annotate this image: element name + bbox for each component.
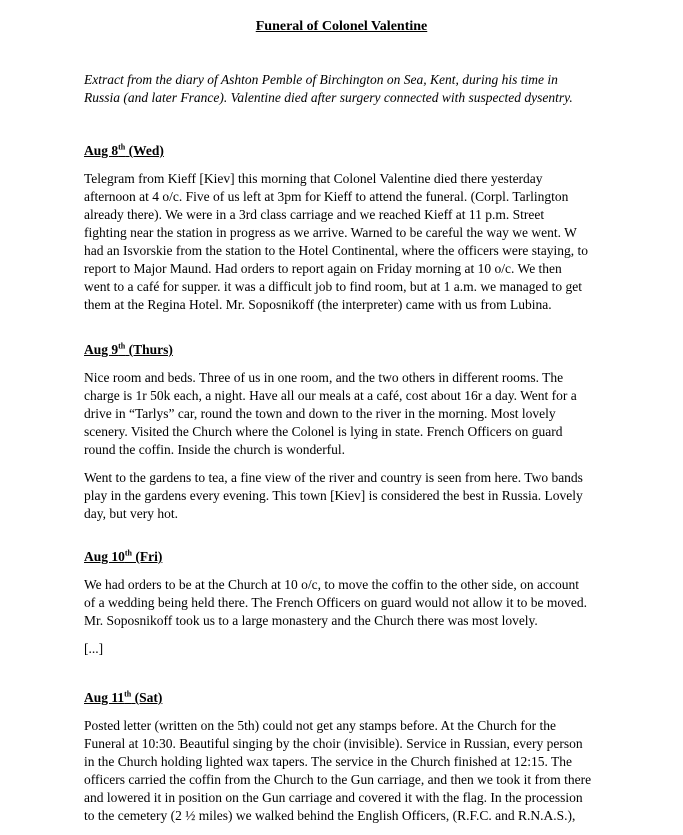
text-line: afternoon at 4 o/c. Five of us left at 3pm for Kieff to attend the funeral. (Corpl. Tarlington: [84, 189, 569, 204]
text-line: and lowered it in position on the Gun carriage and covered it with the flag. In the procession: [84, 790, 583, 805]
text-line: We had orders to be at the Church at 10 o/c, to move the coffin to the other side, on account: [84, 577, 580, 592]
diary-entry-aug-9: [84, 341, 608, 533]
text-line: went to a café for supper. it was a difficult job to find room, but at 1 a.m. we managed to get: [84, 279, 582, 294]
entry-paragraph: [84, 369, 608, 459]
diary-entry-aug-11: [84, 689, 608, 835]
intro-note: [84, 71, 604, 107]
text-line: scenery. Visited the Church where the Colonel is lying in state. French Officers on guard: [84, 424, 563, 439]
text-line: them at the Regina Hotel. Mr. Soposnikoff (the interpreter) came with us from Lubina.: [84, 297, 552, 312]
text-line: Posted letter (written on the 5th) could not get any stamps before. At the Church for the: [84, 718, 557, 733]
intro-line: Extract from the diary of Ashton Pemble of Birchington on Sea, Kent, during his time in: [84, 72, 558, 87]
entry-paragraph: [84, 640, 608, 658]
text-line: charge is 1r 50k each, a night. Have all our meals at a café, cost about 16r a day. Went for a: [84, 388, 577, 403]
text-line: [...]: [84, 641, 104, 656]
document-title: Funeral of Colonel Valentine: [255, 19, 428, 34]
entry-heading: Aug 11th (Sat): [84, 689, 163, 705]
entry-heading: Aug 10th (Fri): [84, 548, 163, 564]
text-line: Telegram from Kieff [Kiev] this morning that Colonel Valentine died there yesterday: [84, 171, 543, 186]
text-line: in the Church holding lighted wax tapers. The service in the Church finished at 12:15. The: [84, 754, 573, 769]
text-line: Nice room and beds. Three of us in one room, and the two others in different rooms. The: [84, 370, 564, 385]
text-line: had an Isvorskie from the station to the Hotel Continental, where the officers were staying, to: [84, 243, 588, 258]
text-line: fighting near the station in progress as we arrive. Warned to be careful the way we went. W: [84, 225, 577, 240]
entry-paragraph: [84, 469, 608, 523]
text-line: of a wedding being held there. The French Officers on guard would not allow it to be moved.: [84, 595, 588, 610]
text-line: already there). We were in a 3rd class carriage and we reached Kieff at 11 p.m. Street: [84, 207, 545, 222]
entry-paragraph: [84, 717, 608, 825]
text-line: Mr. Soposnikoff took us to a large monastery and the Church there was most lovely.: [84, 613, 538, 628]
entry-heading: Aug 8th (Wed): [84, 142, 164, 158]
intro-line: Russia (and later France). Valentine died after surgery connected with suspected dysentry.: [84, 90, 573, 105]
entry-paragraph: [84, 576, 608, 630]
text-line: report to Major Maund. Had orders to report again on Friday morning at 10 o/c. We then: [84, 261, 562, 276]
diary-entry-aug-8: [84, 142, 608, 324]
text-line: to the cemetery (2 ½ miles) we walked behind the English Officers, (R.F.C. and R.N.A.S.),: [84, 808, 576, 823]
text-line: round the coffin. Inside the church is wonderful.: [84, 442, 346, 457]
text-line: day, but very hot.: [84, 506, 178, 521]
entry-heading: Aug 9th (Thurs): [84, 341, 173, 357]
text-line: officers carried the coffin from the Church to the Gun carriage, and then we took it from there: [84, 772, 592, 787]
text-line: Funeral at 10:30. Beautiful singing by the choir (invisible). Service in Russian, every person: [84, 736, 583, 751]
text-line: play in the gardens every evening. This town [Kiev] is considered the best in Russia. Lovely: [84, 488, 583, 503]
diary-entry-aug-10: [84, 548, 608, 668]
text-line: drive in “Tarlys” car, round the town and down to the river in the morning. Most lovely: [84, 406, 556, 421]
entry-paragraph: [84, 170, 608, 314]
text-line: Went to the gardens to tea, a fine view of the river and country is seen from here. Two bands: [84, 470, 583, 485]
